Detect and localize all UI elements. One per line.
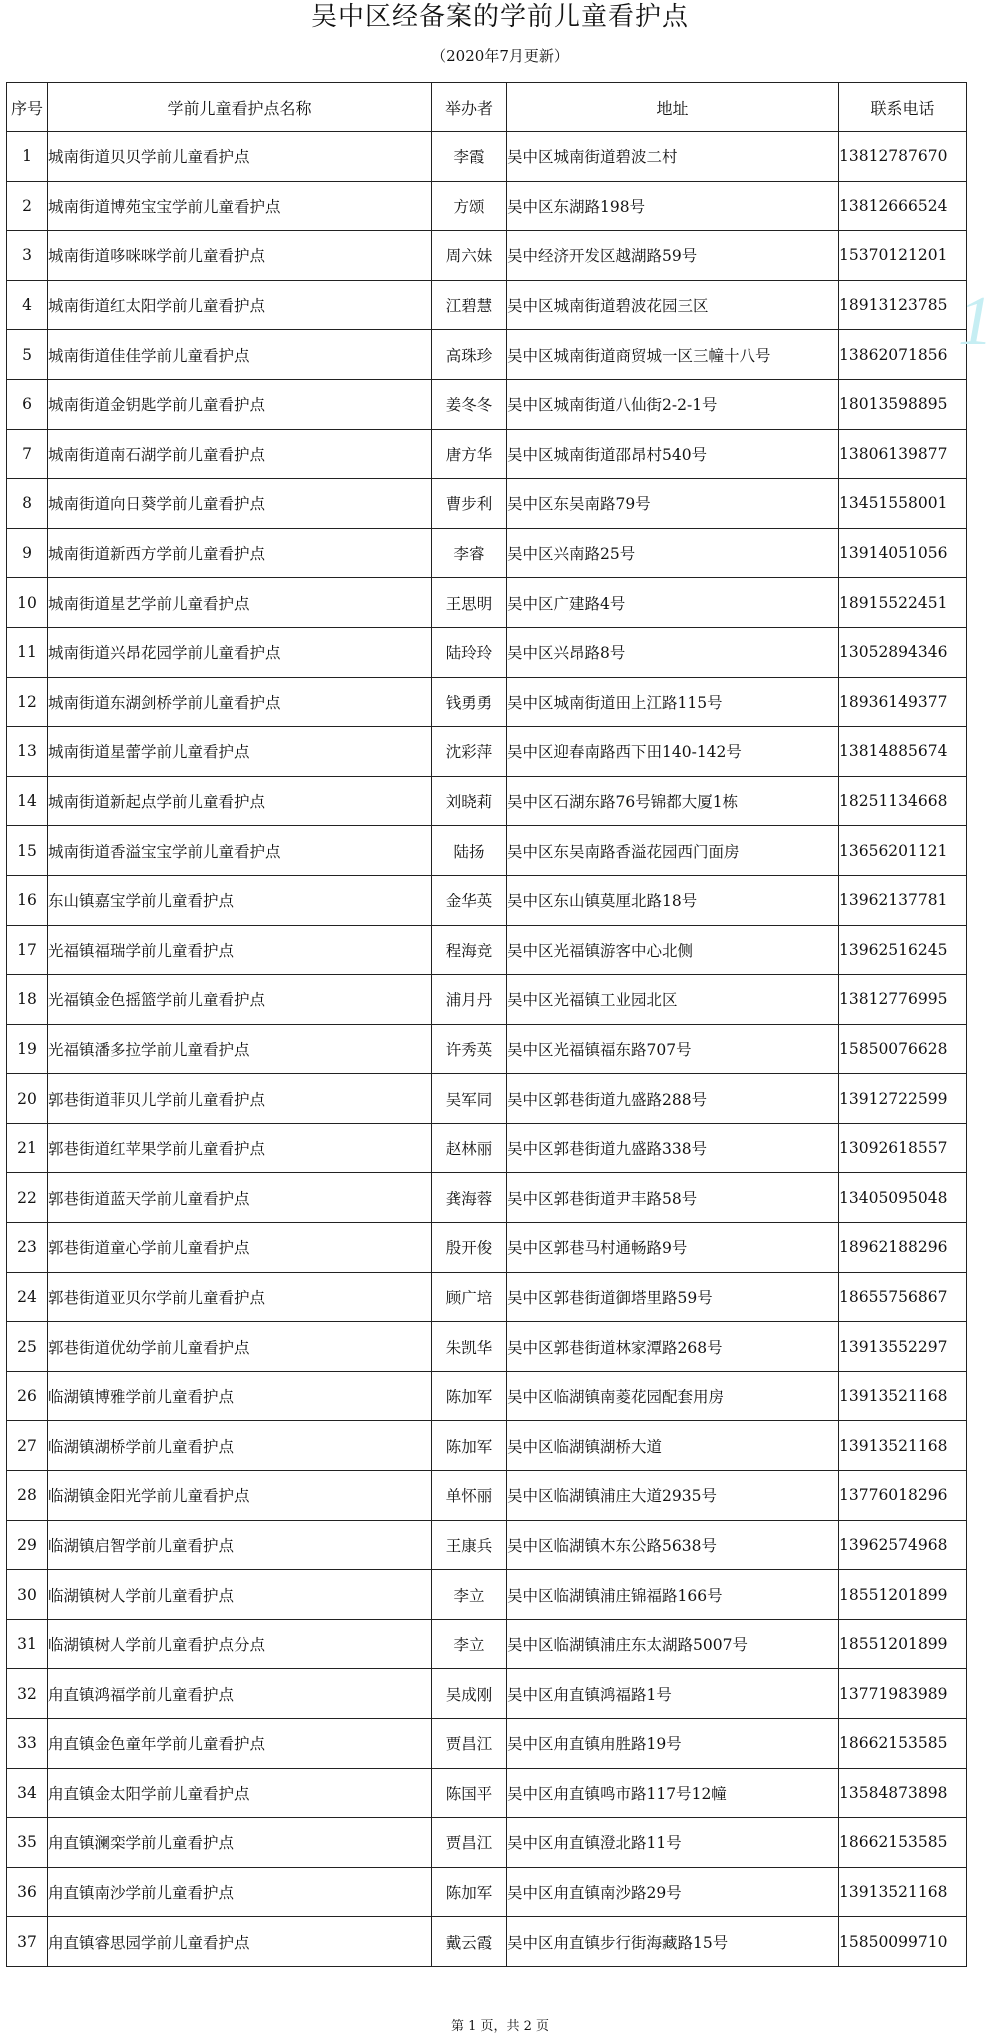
cell-name: 东山镇嘉宝学前儿童看护点 bbox=[48, 875, 432, 925]
cell-no: 19 bbox=[7, 1024, 48, 1074]
cell-name: 郭巷街道亚贝尔学前儿童看护点 bbox=[48, 1272, 432, 1322]
cell-address: 吴中区城南街道邵昂村540号 bbox=[507, 429, 839, 479]
cell-phone: 15850099710 bbox=[839, 1917, 967, 1967]
cell-address: 吴中区兴昂路8号 bbox=[507, 627, 839, 677]
cell-phone: 13913521168 bbox=[839, 1867, 967, 1917]
table-row bbox=[7, 578, 967, 628]
column-header-name: 学前儿童看护点名称 bbox=[48, 83, 432, 132]
cell-address: 吴中区东山镇莫厘北路18号 bbox=[507, 875, 839, 925]
cell-no: 12 bbox=[7, 677, 48, 727]
cell-no: 2 bbox=[7, 181, 48, 231]
table-row bbox=[7, 1223, 967, 1273]
cell-name: 城南街道红太阳学前儿童看护点 bbox=[48, 280, 432, 330]
table-row bbox=[7, 479, 967, 529]
page-title: 吴中区经备案的学前儿童看护点 bbox=[310, 2, 689, 32]
cell-address: 吴中区城南街道田上江路115号 bbox=[507, 677, 839, 727]
table-row bbox=[7, 1322, 967, 1372]
table-row bbox=[7, 925, 967, 975]
cell-name: 临湖镇湖桥学前儿童看护点 bbox=[48, 1421, 432, 1471]
cell-organizer: 贾昌江 bbox=[432, 1818, 507, 1868]
cell-phone: 13913552297 bbox=[839, 1322, 967, 1372]
table-row bbox=[7, 1917, 967, 1967]
cell-organizer: 王思明 bbox=[432, 578, 507, 628]
cell-address: 吴中区临湖镇浦庄大道2935号 bbox=[507, 1471, 839, 1521]
cell-organizer: 殷开俊 bbox=[432, 1223, 507, 1273]
cell-phone: 13584873898 bbox=[839, 1768, 967, 1818]
cell-phone: 15850076628 bbox=[839, 1024, 967, 1074]
cell-address: 吴中区临湖镇木东公路5638号 bbox=[507, 1520, 839, 1570]
table-row bbox=[7, 1471, 967, 1521]
cell-organizer: 单怀丽 bbox=[432, 1471, 507, 1521]
cell-address: 吴中区城南街道商贸城一区三幢十八号 bbox=[507, 330, 839, 380]
table-row bbox=[7, 627, 967, 677]
cell-no: 17 bbox=[7, 925, 48, 975]
cell-no: 20 bbox=[7, 1074, 48, 1124]
cell-no: 37 bbox=[7, 1917, 48, 1967]
cell-name: 甪直镇南沙学前儿童看护点 bbox=[48, 1867, 432, 1917]
table-row bbox=[7, 975, 967, 1025]
cell-organizer: 王康兵 bbox=[432, 1520, 507, 1570]
cell-organizer: 顾广培 bbox=[432, 1272, 507, 1322]
table-body bbox=[7, 132, 967, 1967]
cell-address: 吴中区兴南路25号 bbox=[507, 528, 839, 578]
cell-organizer: 吴成刚 bbox=[432, 1669, 507, 1719]
cell-address: 吴中区郭巷街道御塔里路59号 bbox=[507, 1272, 839, 1322]
cell-organizer: 陈加军 bbox=[432, 1867, 507, 1917]
cell-name: 郭巷街道童心学前儿童看护点 bbox=[48, 1223, 432, 1273]
cell-name: 城南街道博苑宝宝学前儿童看护点 bbox=[48, 181, 432, 231]
table-row bbox=[7, 1371, 967, 1421]
page-subtitle: （2020年7月更新） bbox=[431, 47, 569, 65]
cell-organizer: 刘晓莉 bbox=[432, 776, 507, 826]
column-header-phone: 联系电话 bbox=[839, 83, 967, 132]
cell-phone: 15370121201 bbox=[839, 231, 967, 281]
cell-phone: 13052894346 bbox=[839, 627, 967, 677]
cell-name: 城南街道向日葵学前儿童看护点 bbox=[48, 479, 432, 529]
cell-phone: 13405095048 bbox=[839, 1173, 967, 1223]
cell-phone: 13862071856 bbox=[839, 330, 967, 380]
page-watermark: 1 bbox=[958, 283, 993, 360]
cell-name: 城南街道星艺学前儿童看护点 bbox=[48, 578, 432, 628]
cell-name: 甪直镇澜栾学前儿童看护点 bbox=[48, 1818, 432, 1868]
table-header-row bbox=[7, 83, 967, 132]
cell-organizer: 赵林丽 bbox=[432, 1123, 507, 1173]
cell-no: 14 bbox=[7, 776, 48, 826]
cell-organizer: 曹步利 bbox=[432, 479, 507, 529]
cell-organizer: 陆扬 bbox=[432, 826, 507, 876]
cell-name: 城南街道南石湖学前儿童看护点 bbox=[48, 429, 432, 479]
cell-no: 22 bbox=[7, 1173, 48, 1223]
cell-no: 9 bbox=[7, 528, 48, 578]
cell-address: 吴中区甪直镇鸣市路117号12幢 bbox=[507, 1768, 839, 1818]
table-row bbox=[7, 875, 967, 925]
cell-name: 临湖镇博雅学前儿童看护点 bbox=[48, 1371, 432, 1421]
cell-organizer: 贾昌江 bbox=[432, 1719, 507, 1769]
table-row bbox=[7, 1768, 967, 1818]
cell-phone: 18662153585 bbox=[839, 1818, 967, 1868]
cell-no: 33 bbox=[7, 1719, 48, 1769]
table-row bbox=[7, 1421, 967, 1471]
cell-name: 城南街道新起点学前儿童看护点 bbox=[48, 776, 432, 826]
cell-no: 4 bbox=[7, 280, 48, 330]
cell-address: 吴中区光福镇工业园北区 bbox=[507, 975, 839, 1025]
cell-phone: 18913123785 bbox=[839, 280, 967, 330]
cell-phone: 13812787670 bbox=[839, 132, 967, 182]
cell-organizer: 戴云霞 bbox=[432, 1917, 507, 1967]
cell-phone: 13912722599 bbox=[839, 1074, 967, 1124]
cell-organizer: 龚海蓉 bbox=[432, 1173, 507, 1223]
table-row bbox=[7, 181, 967, 231]
cell-name: 城南街道香溢宝宝学前儿童看护点 bbox=[48, 826, 432, 876]
cell-phone: 13962516245 bbox=[839, 925, 967, 975]
cell-no: 35 bbox=[7, 1818, 48, 1868]
cell-no: 24 bbox=[7, 1272, 48, 1322]
cell-organizer: 吴军同 bbox=[432, 1074, 507, 1124]
cell-address: 吴中区光福镇游客中心北侧 bbox=[507, 925, 839, 975]
cell-organizer: 陆玲玲 bbox=[432, 627, 507, 677]
cell-name: 甪直镇金色童年学前儿童看护点 bbox=[48, 1719, 432, 1769]
cell-phone: 13913521168 bbox=[839, 1371, 967, 1421]
cell-name: 临湖镇启智学前儿童看护点 bbox=[48, 1520, 432, 1570]
cell-address: 吴中区迎春南路西下田140-142号 bbox=[507, 727, 839, 777]
cell-phone: 13962574968 bbox=[839, 1520, 967, 1570]
cell-organizer: 江碧慧 bbox=[432, 280, 507, 330]
cell-name: 临湖镇树人学前儿童看护点分点 bbox=[48, 1619, 432, 1669]
cell-phone: 18962188296 bbox=[839, 1223, 967, 1273]
table-row bbox=[7, 727, 967, 777]
cell-address: 吴中区城南街道碧波花园三区 bbox=[507, 280, 839, 330]
cell-phone: 18936149377 bbox=[839, 677, 967, 727]
cell-organizer: 金华英 bbox=[432, 875, 507, 925]
column-header-address: 地址 bbox=[507, 83, 839, 132]
cell-phone: 18662153585 bbox=[839, 1719, 967, 1769]
cell-name: 甪直镇鸿福学前儿童看护点 bbox=[48, 1669, 432, 1719]
cell-organizer: 李睿 bbox=[432, 528, 507, 578]
cell-no: 23 bbox=[7, 1223, 48, 1273]
table-row bbox=[7, 826, 967, 876]
cell-no: 5 bbox=[7, 330, 48, 380]
cell-organizer: 唐方华 bbox=[432, 429, 507, 479]
cell-address: 吴中区甪直镇鸿福路1号 bbox=[507, 1669, 839, 1719]
cell-organizer: 许秀英 bbox=[432, 1024, 507, 1074]
cell-name: 城南街道金钥匙学前儿童看护点 bbox=[48, 379, 432, 429]
table-row bbox=[7, 1867, 967, 1917]
cell-no: 30 bbox=[7, 1570, 48, 1620]
cell-address: 吴中区临湖镇南菱花园配套用房 bbox=[507, 1371, 839, 1421]
cell-name: 城南街道兴昂花园学前儿童看护点 bbox=[48, 627, 432, 677]
cell-no: 29 bbox=[7, 1520, 48, 1570]
cell-no: 6 bbox=[7, 379, 48, 429]
cell-address: 吴中区东湖路198号 bbox=[507, 181, 839, 231]
cell-address: 吴中区东吴南路香溢花园西门面房 bbox=[507, 826, 839, 876]
cell-name: 城南街道星蕾学前儿童看护点 bbox=[48, 727, 432, 777]
cell-organizer: 钱勇勇 bbox=[432, 677, 507, 727]
cell-no: 15 bbox=[7, 826, 48, 876]
cell-organizer: 方颂 bbox=[432, 181, 507, 231]
cell-address: 吴中经济开发区越湖路59号 bbox=[507, 231, 839, 281]
table-row bbox=[7, 1520, 967, 1570]
table-row bbox=[7, 1123, 967, 1173]
cell-address: 吴中区郭巷街道尹丰路58号 bbox=[507, 1173, 839, 1223]
cell-no: 34 bbox=[7, 1768, 48, 1818]
cell-no: 7 bbox=[7, 429, 48, 479]
cell-phone: 18251134668 bbox=[839, 776, 967, 826]
cell-phone: 13771983989 bbox=[839, 1669, 967, 1719]
cell-name: 临湖镇金阳光学前儿童看护点 bbox=[48, 1471, 432, 1521]
table-row bbox=[7, 132, 967, 182]
cell-address: 吴中区石湖东路76号锦都大厦1栋 bbox=[507, 776, 839, 826]
cell-organizer: 浦月丹 bbox=[432, 975, 507, 1025]
cell-address: 吴中区东吴南路79号 bbox=[507, 479, 839, 529]
cell-organizer: 李立 bbox=[432, 1570, 507, 1620]
cell-phone: 13812776995 bbox=[839, 975, 967, 1025]
cell-address: 吴中区甪直镇甪胜路19号 bbox=[507, 1719, 839, 1769]
cell-phone: 13776018296 bbox=[839, 1471, 967, 1521]
cell-address: 吴中区甪直镇南沙路29号 bbox=[507, 1867, 839, 1917]
cell-address: 吴中区城南街道八仙街2-2-1号 bbox=[507, 379, 839, 429]
cell-name: 光福镇金色摇篮学前儿童看护点 bbox=[48, 975, 432, 1025]
table-row bbox=[7, 1173, 967, 1223]
table-row bbox=[7, 231, 967, 281]
cell-no: 11 bbox=[7, 627, 48, 677]
cell-no: 18 bbox=[7, 975, 48, 1025]
cell-address: 吴中区临湖镇浦庄锦福路166号 bbox=[507, 1570, 839, 1620]
cell-address: 吴中区甪直镇澄北路11号 bbox=[507, 1818, 839, 1868]
cell-name: 甪直镇睿思园学前儿童看护点 bbox=[48, 1917, 432, 1967]
cell-organizer: 朱凯华 bbox=[432, 1322, 507, 1372]
table-row bbox=[7, 1719, 967, 1769]
cell-address: 吴中区郭巷街道九盛路288号 bbox=[507, 1074, 839, 1124]
cell-no: 36 bbox=[7, 1867, 48, 1917]
table-row bbox=[7, 1074, 967, 1124]
cell-phone: 13962137781 bbox=[839, 875, 967, 925]
table-row bbox=[7, 1818, 967, 1868]
cell-phone: 13656201121 bbox=[839, 826, 967, 876]
cell-organizer: 程海竞 bbox=[432, 925, 507, 975]
cell-no: 1 bbox=[7, 132, 48, 182]
cell-address: 吴中区郭巷马村通畅路9号 bbox=[507, 1223, 839, 1273]
cell-phone: 13812666524 bbox=[839, 181, 967, 231]
cell-phone: 18915522451 bbox=[839, 578, 967, 628]
cell-name: 城南街道新西方学前儿童看护点 bbox=[48, 528, 432, 578]
cell-name: 郭巷街道红苹果学前儿童看护点 bbox=[48, 1123, 432, 1173]
cell-organizer: 陈国平 bbox=[432, 1768, 507, 1818]
cell-name: 光福镇福瑞学前儿童看护点 bbox=[48, 925, 432, 975]
table-row bbox=[7, 1570, 967, 1620]
cell-no: 13 bbox=[7, 727, 48, 777]
cell-organizer: 李立 bbox=[432, 1619, 507, 1669]
cell-name: 郭巷街道菲贝儿学前儿童看护点 bbox=[48, 1074, 432, 1124]
cell-name: 城南街道贝贝学前儿童看护点 bbox=[48, 132, 432, 182]
cell-name: 郭巷街道优幼学前儿童看护点 bbox=[48, 1322, 432, 1372]
table-row bbox=[7, 429, 967, 479]
cell-organizer: 周六妹 bbox=[432, 231, 507, 281]
table-row bbox=[7, 280, 967, 330]
cell-no: 32 bbox=[7, 1669, 48, 1719]
table-row bbox=[7, 379, 967, 429]
table-row bbox=[7, 1024, 967, 1074]
cell-address: 吴中区广建路4号 bbox=[507, 578, 839, 628]
cell-address: 吴中区甪直镇步行街海藏路15号 bbox=[507, 1917, 839, 1967]
cell-address: 吴中区郭巷街道九盛路338号 bbox=[507, 1123, 839, 1173]
cell-address: 吴中区光福镇福东路707号 bbox=[507, 1024, 839, 1074]
table-row bbox=[7, 1619, 967, 1669]
table-row bbox=[7, 528, 967, 578]
cell-organizer: 姜冬冬 bbox=[432, 379, 507, 429]
table-row bbox=[7, 776, 967, 826]
cell-organizer: 高珠珍 bbox=[432, 330, 507, 380]
cell-address: 吴中区城南街道碧波二村 bbox=[507, 132, 839, 182]
cell-phone: 13806139877 bbox=[839, 429, 967, 479]
cell-no: 21 bbox=[7, 1123, 48, 1173]
cell-name: 郭巷街道蓝天学前儿童看护点 bbox=[48, 1173, 432, 1223]
cell-name: 甪直镇金太阳学前儿童看护点 bbox=[48, 1768, 432, 1818]
cell-address: 吴中区郭巷街道林家潭路268号 bbox=[507, 1322, 839, 1372]
cell-name: 光福镇潘多拉学前儿童看护点 bbox=[48, 1024, 432, 1074]
cell-organizer: 陈加军 bbox=[432, 1371, 507, 1421]
cell-no: 27 bbox=[7, 1421, 48, 1471]
cell-address: 吴中区临湖镇湖桥大道 bbox=[507, 1421, 839, 1471]
cell-phone: 13092618557 bbox=[839, 1123, 967, 1173]
cell-no: 3 bbox=[7, 231, 48, 281]
table-row bbox=[7, 1272, 967, 1322]
table-row bbox=[7, 677, 967, 727]
cell-organizer: 沈彩萍 bbox=[432, 727, 507, 777]
column-header-no: 序号 bbox=[7, 83, 48, 132]
cell-name: 城南街道东湖剑桥学前儿童看护点 bbox=[48, 677, 432, 727]
cell-phone: 13451558001 bbox=[839, 479, 967, 529]
column-header-organizer: 举办者 bbox=[432, 83, 507, 132]
table-row bbox=[7, 330, 967, 380]
cell-organizer: 李霞 bbox=[432, 132, 507, 182]
cell-no: 28 bbox=[7, 1471, 48, 1521]
table-row bbox=[7, 1669, 967, 1719]
childcare-table bbox=[6, 82, 967, 1967]
cell-name: 城南街道哆咪咪学前儿童看护点 bbox=[48, 231, 432, 281]
cell-phone: 18013598895 bbox=[839, 379, 967, 429]
cell-phone: 13914051056 bbox=[839, 528, 967, 578]
cell-no: 31 bbox=[7, 1619, 48, 1669]
cell-address: 吴中区临湖镇浦庄东太湖路5007号 bbox=[507, 1619, 839, 1669]
cell-no: 8 bbox=[7, 479, 48, 529]
cell-phone: 18551201899 bbox=[839, 1570, 967, 1620]
cell-phone: 18551201899 bbox=[839, 1619, 967, 1669]
cell-phone: 13913521168 bbox=[839, 1421, 967, 1471]
cell-phone: 18655756867 bbox=[839, 1272, 967, 1322]
cell-name: 临湖镇树人学前儿童看护点 bbox=[48, 1570, 432, 1620]
cell-organizer: 陈加军 bbox=[432, 1421, 507, 1471]
cell-phone: 13814885674 bbox=[839, 727, 967, 777]
page-footer: 第 1 页，共 2 页 bbox=[450, 2019, 550, 2034]
cell-name: 城南街道佳佳学前儿童看护点 bbox=[48, 330, 432, 380]
cell-no: 16 bbox=[7, 875, 48, 925]
cell-no: 25 bbox=[7, 1322, 48, 1372]
cell-no: 26 bbox=[7, 1371, 48, 1421]
cell-no: 10 bbox=[7, 578, 48, 628]
